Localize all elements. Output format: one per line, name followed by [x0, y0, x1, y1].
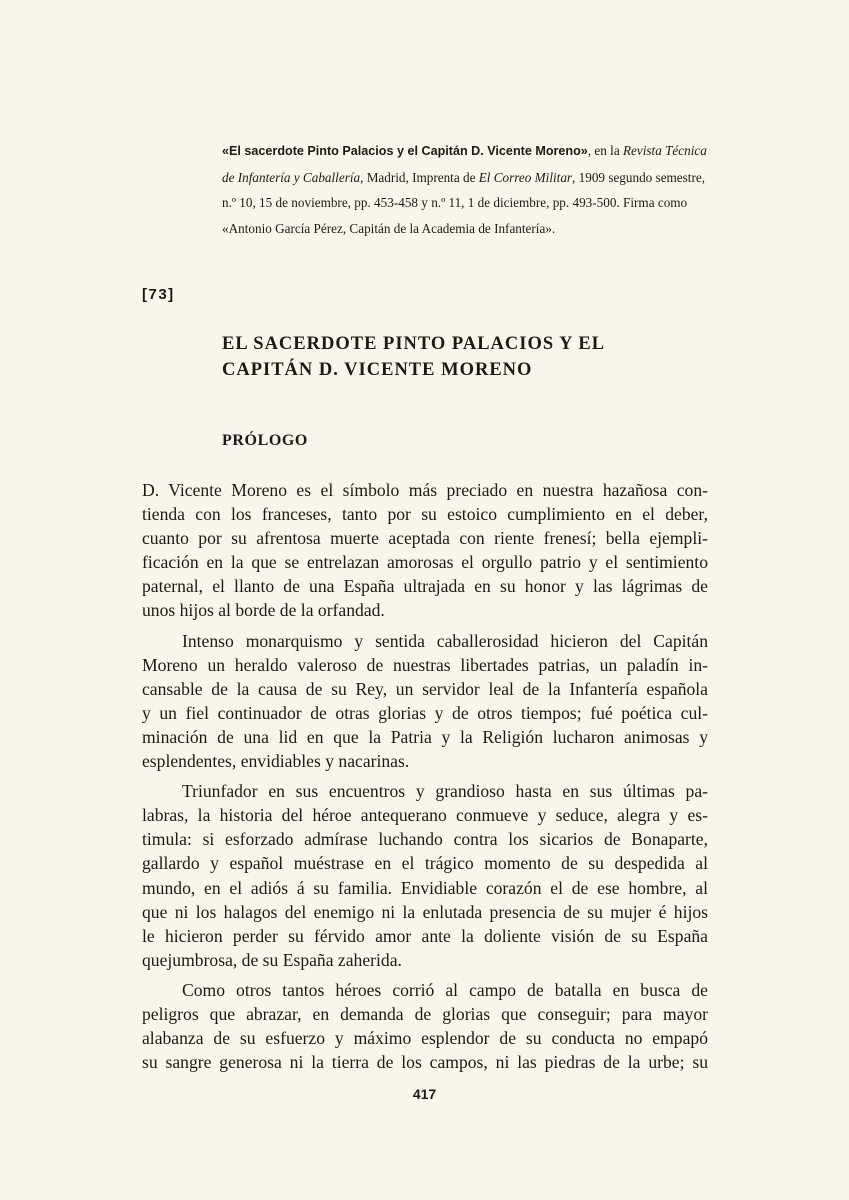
paragraph — [142, 978, 708, 1074]
text-line: Como otros tantos héroes corrió al campo de batalla en busca de — [182, 979, 708, 1000]
text-line: tienda con los franceses, tanto por su estoico cumplimiento en el deber, — [142, 504, 708, 525]
text-line: D. Vicente Moreno es el símbolo más preciado en nuestra hazañosa con- — [142, 480, 708, 500]
text-line: y un fiel continuador de otras glorias y de otros tiempos; fué poética cul- — [142, 702, 708, 723]
text-line: peligros que abrazar, en demanda de glorias que conseguir; para mayor — [142, 1003, 708, 1024]
text-line: unos hijos al borde de la orfandad. — [142, 600, 385, 621]
text-line: Triunfador en sus encuentros y grandioso hasta en sus últimas pa- — [182, 781, 708, 802]
text-line: Moreno un heraldo valeroso de nuestras libertades patrias, un paladín in- — [142, 654, 708, 675]
note-text: , en la — [587, 143, 623, 158]
note-text: , 1909 segundo semestre, n.º 10, 15 de noviembre, pp. 453-458 y n.º 11, 1 de diciembre, pp. 493-500. Firma como «Antonio García Pérez, Capitán de la Academia de Infantería». — [222, 169, 705, 236]
text-line: esplendentes, envidiables y nacarinas. — [142, 751, 410, 772]
chapter-title — [222, 331, 702, 383]
note-journal: Revista Técnica de Infantería y Caballería — [222, 143, 707, 185]
entry-number: [73] — [142, 286, 175, 303]
page-number: 417 — [412, 1086, 437, 1102]
bibliographic-note — [222, 138, 714, 241]
section-heading: PRÓLOGO — [222, 432, 308, 449]
paragraph — [142, 629, 708, 774]
body-text — [142, 478, 708, 1080]
text-line: su sangre generosa ni la tierra de los campos, ni las piedras de la urbe; su — [142, 1052, 708, 1073]
text-line: cansable de la causa de su Rey, un servidor leal de la Infantería española — [142, 678, 708, 699]
text-line: ficación en la que se entrelazan amorosas el orgullo patrio y el sentimiento — [142, 552, 708, 573]
text-line: paternal, el llanto de una España ultrajada en su honor y las lágrimas de — [142, 576, 708, 597]
text-line: mundo, en el adiós á su familia. Envidiable corazón el de ese hombre, al — [142, 877, 708, 898]
paragraph — [142, 478, 708, 623]
text-line: alabanza de su esfuerzo y máximo esplendor de su conducta no empapó — [142, 1028, 708, 1049]
chapter-title-line: CAPITÁN D. VICENTE MORENO — [222, 360, 533, 380]
text-line: que ni los halagos del enemigo ni la enlutada presencia de su mujer é hijos — [142, 901, 708, 922]
text-line: minación de una lid en que la Patria y la Religión lucharon animosas y — [142, 726, 708, 747]
text-line: timula: si esforzado admírase luchando contra los sicarios de Bonaparte, — [142, 829, 708, 850]
text-line: labras, la historia del héroe antequerano conmueve y seduce, alegra y es- — [142, 805, 708, 826]
text-line: cuanto por su afrentosa muerte aceptada con riente frenesí; bella ejempli- — [142, 528, 708, 549]
paragraph — [142, 779, 708, 972]
text-line: gallardo y español muéstrase en el trágico momento de su despedida al — [142, 853, 708, 874]
note-printer: El Correo Militar — [478, 169, 573, 185]
note-text: , Madrid, Imprenta de — [360, 169, 479, 185]
chapter-title-line: EL SACERDOTE PINTO PALACIOS Y EL — [222, 334, 606, 354]
text-line: quejumbrosa, de su España zaherida. — [142, 949, 402, 970]
text-line: le hicieron perder su férvido amor ante la doliente visión de su España — [142, 925, 708, 946]
note-source-title: «El sacerdote Pinto Palacios y el Capitán D. Vicente Moreno» — [222, 144, 588, 158]
text-line: Intenso monarquismo y sentida caballerosidad hicieron del Capitán — [182, 630, 708, 651]
